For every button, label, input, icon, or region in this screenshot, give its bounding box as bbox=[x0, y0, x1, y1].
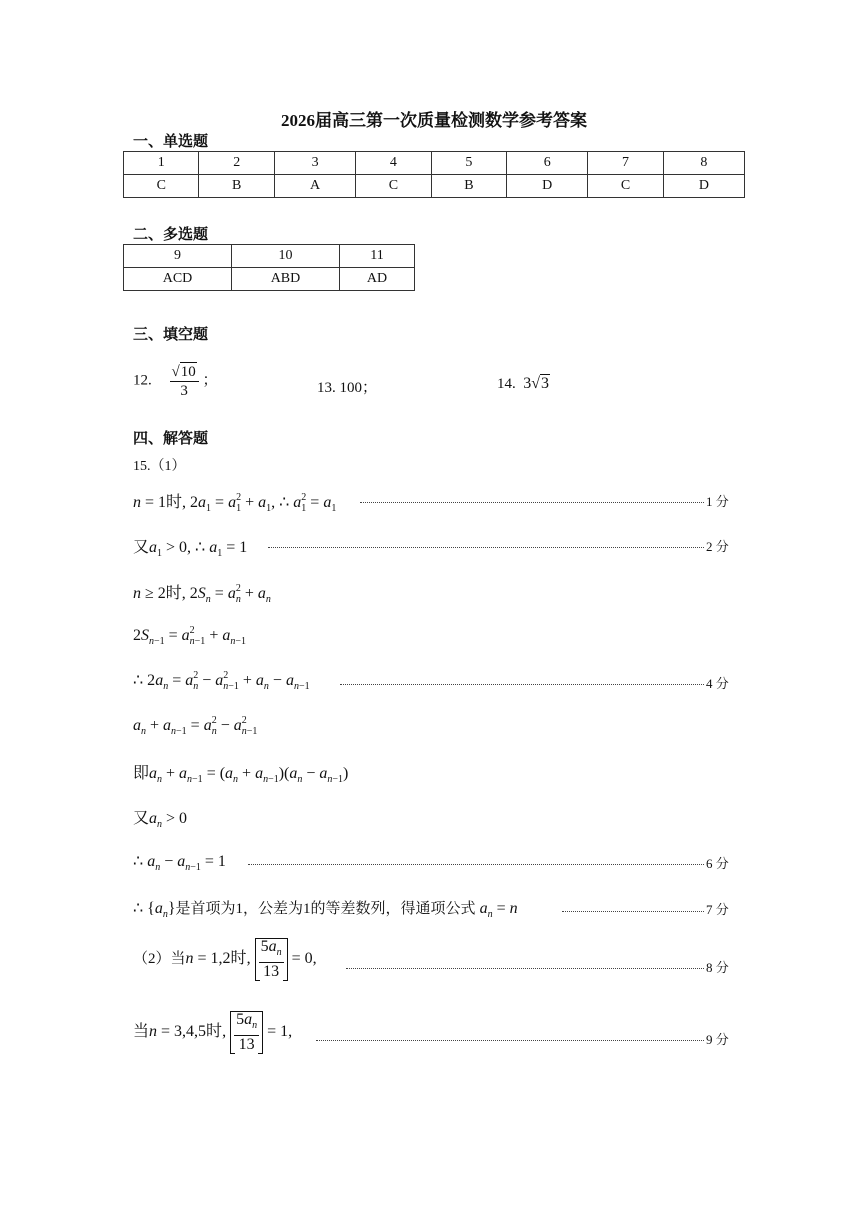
q15-line-9: ∴ $a_n - a_{n-1} = 1$ bbox=[133, 853, 226, 873]
q12-numerator: 10 bbox=[180, 364, 196, 380]
fill-q12 bbox=[133, 362, 218, 400]
score-7: 7 分 bbox=[706, 902, 729, 917]
page-title: 2026届高三第一次质量检测数学参考答案 bbox=[281, 111, 587, 130]
q15-line-8: 又$a_n > 0$ bbox=[133, 810, 188, 830]
table-cell: A bbox=[274, 175, 355, 198]
q12-label: 12. bbox=[133, 372, 152, 389]
dot-leader bbox=[316, 1040, 704, 1041]
table-cell: 3 bbox=[274, 152, 355, 175]
multi-answer-row bbox=[124, 268, 415, 291]
table-cell: 9 bbox=[124, 245, 232, 268]
section-single-choice: 一、单选题 bbox=[133, 134, 209, 150]
q12-fraction: $\frac{√10}{3}$ bbox=[170, 362, 199, 400]
score-1: 1 分 bbox=[706, 494, 729, 509]
table-cell: 1 bbox=[124, 152, 199, 175]
single-number-row bbox=[124, 152, 745, 175]
score-6: 6 分 bbox=[706, 856, 729, 871]
q14-coef: 3 bbox=[523, 375, 532, 392]
q15-line-10: ∴ $\{a_n\}$是首项为1，公差为1的等差数列，得通项公式 $a_n = n$ bbox=[133, 900, 518, 920]
q15-line-6: $a_n + a_{n-1} = a^2_n - a^2_{n-1}$ bbox=[133, 715, 258, 737]
table-cell: D bbox=[507, 175, 588, 198]
q15-line-5: ∴ $2a_n = a^2_n - a^2_{n-1} + a_n - a_{n-1}$ bbox=[133, 670, 310, 692]
table-cell: 2 bbox=[199, 152, 274, 175]
table-cell: 5 bbox=[431, 152, 506, 175]
single-choice-table bbox=[123, 151, 745, 198]
q15-line-11: （2）当n = 1,2时, $\frac{5a_n}{13}$ = 0, bbox=[133, 938, 317, 980]
table-cell: B bbox=[199, 175, 274, 198]
q15-line-2: 又$a_1 > 0$, ∴ $a_1 = 1$ bbox=[133, 539, 248, 559]
fill-q14 bbox=[497, 374, 550, 393]
dot-leader bbox=[562, 911, 704, 912]
section-multi-choice: 二、多选题 bbox=[133, 227, 209, 243]
q15-label: 15.（1） bbox=[133, 459, 186, 474]
table-cell: C bbox=[588, 175, 663, 198]
table-cell: D bbox=[663, 175, 744, 198]
table-cell: 4 bbox=[356, 152, 431, 175]
q12-denominator: 3 bbox=[180, 383, 188, 399]
q15-line-3: n ≥ 2时, $2S_n = a^2_n + a_n$ bbox=[133, 583, 271, 605]
table-cell: 10 bbox=[231, 245, 339, 268]
score-2: 2 分 bbox=[706, 539, 729, 554]
multi-choice-table bbox=[123, 244, 415, 291]
score-4: 4 分 bbox=[706, 676, 729, 691]
q15-line-7: 即$a_n + a_{n-1} = (a_n + a_{n-1})(a_n - a_{n-1})$ bbox=[133, 765, 349, 785]
score-8: 8 分 bbox=[706, 960, 729, 975]
dot-leader bbox=[346, 968, 704, 969]
dot-leader bbox=[268, 547, 704, 548]
table-cell: 8 bbox=[663, 152, 744, 175]
table-cell: AD bbox=[339, 268, 414, 291]
dot-leader bbox=[360, 502, 704, 503]
section-fill-blank: 三、填空题 bbox=[133, 327, 209, 343]
single-answer-row bbox=[124, 175, 745, 198]
table-cell: B bbox=[431, 175, 506, 198]
table-cell: 7 bbox=[588, 152, 663, 175]
multi-number-row bbox=[124, 245, 415, 268]
table-cell: C bbox=[356, 175, 431, 198]
table-cell: ABD bbox=[231, 268, 339, 291]
score-9: 9 分 bbox=[706, 1032, 729, 1047]
table-cell: ACD bbox=[124, 268, 232, 291]
floor-bracket: $\frac{5a_n}{13}$ bbox=[230, 1011, 263, 1054]
dot-leader bbox=[340, 684, 704, 685]
q14-value: 3√3 bbox=[523, 375, 550, 392]
q14-label: 14. bbox=[497, 376, 516, 392]
q15-line-12: 当n = 3,4,5时, $\frac{5a_n}{13}$ = 1, bbox=[133, 1011, 293, 1053]
section-solve: 四、解答题 bbox=[133, 431, 209, 447]
table-cell: C bbox=[124, 175, 199, 198]
floor-bracket: $\frac{5a_n}{13}$ bbox=[255, 938, 288, 981]
q12-end: ； bbox=[202, 372, 218, 389]
q15-line-1: n = 1时, $2a_1 = a^2_1 + a_1$, ∴ $a^2_1 = a_1$ bbox=[133, 492, 337, 514]
fill-q13: 13. 100； bbox=[317, 380, 378, 396]
dot-leader bbox=[248, 864, 704, 865]
table-cell: 11 bbox=[339, 245, 414, 268]
table-cell: 6 bbox=[507, 152, 588, 175]
q15-line-4: $2S_{n-1} = a^2_{n-1} + a_{n-1}$ bbox=[133, 625, 246, 647]
q14-radicand: 3 bbox=[541, 375, 550, 392]
